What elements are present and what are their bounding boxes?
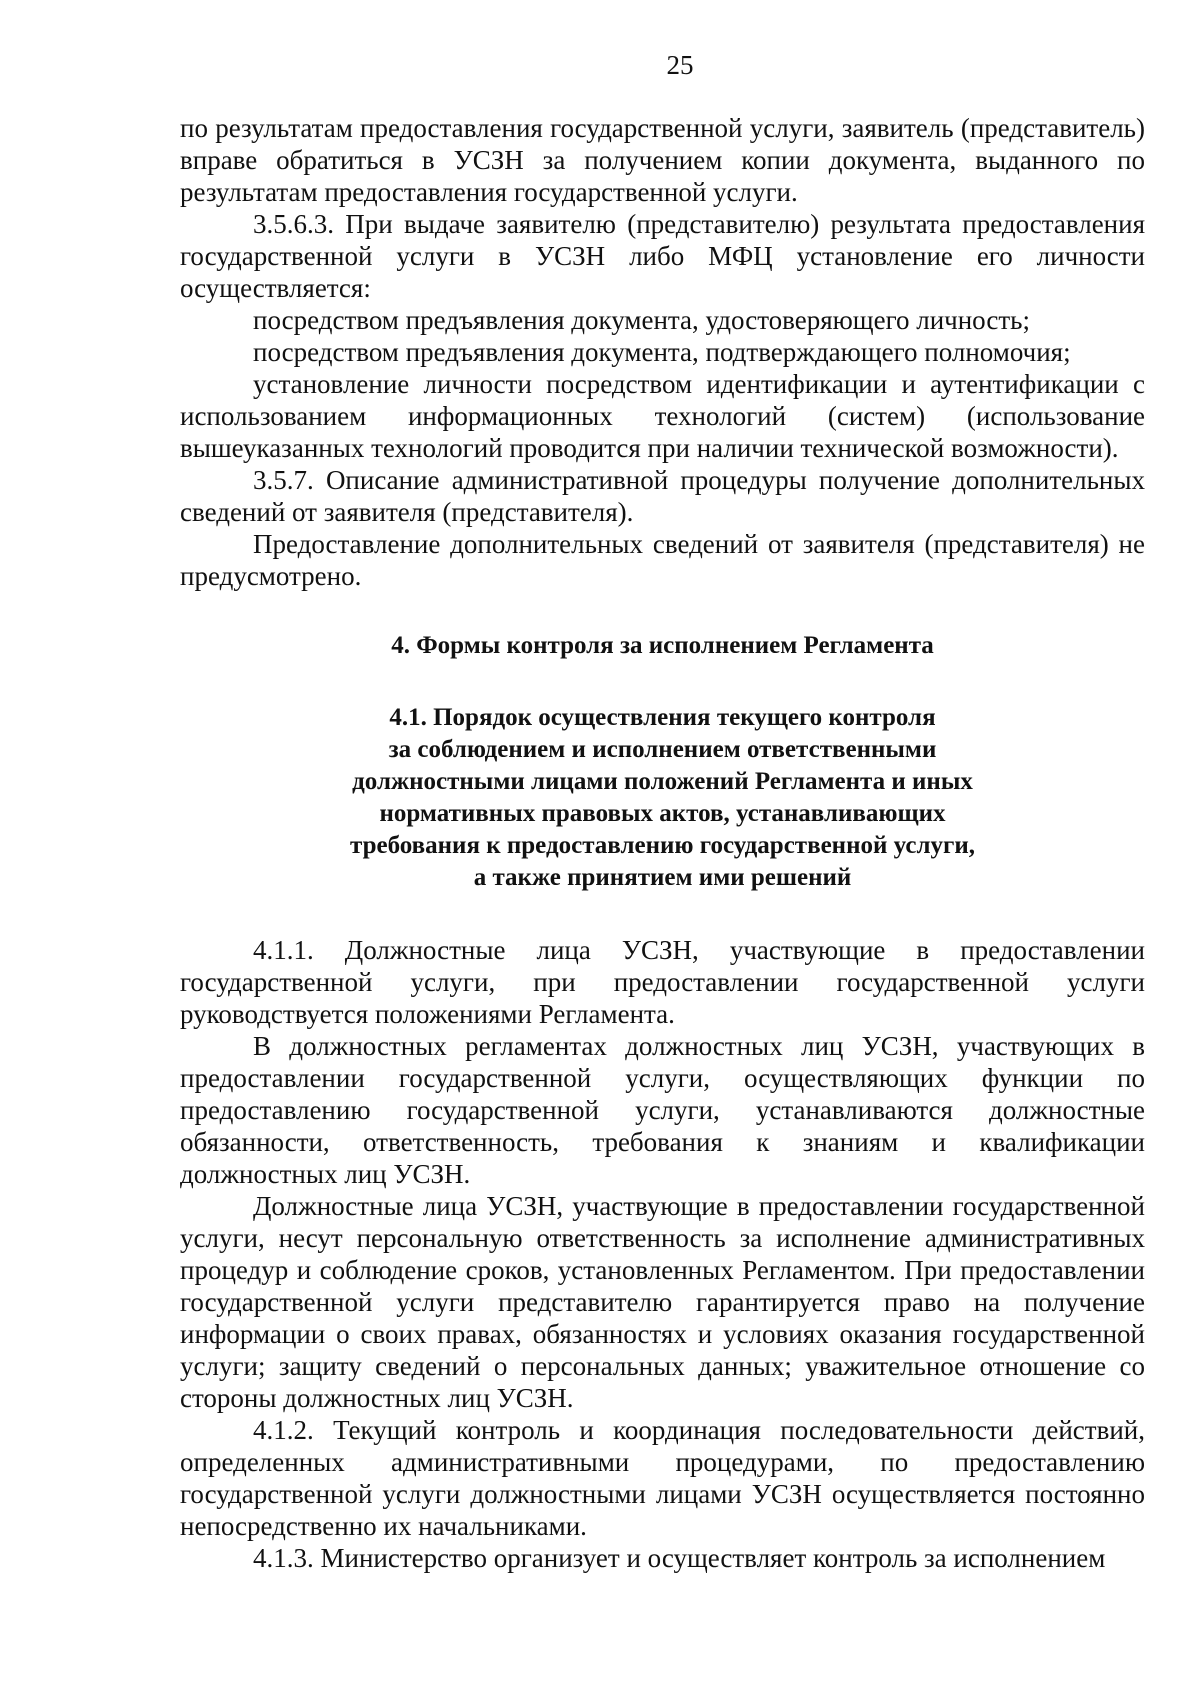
paragraph: посредством предъявления документа, удостоверяющего личность; xyxy=(253,305,1030,335)
subsection-heading-line: 4.1. Порядок осуществления текущего контроля xyxy=(389,704,936,731)
subsection-heading-line: должностными лицами положений Регламента и иных xyxy=(352,768,973,795)
paragraph: по результатам предоставления государственной услуги, заявитель (представитель) вправе обратиться в УСЗН за получением копии документа, выданного по результатам предоставления государственной услуги. xyxy=(180,113,1145,207)
paragraph: посредством предъявления документа, подтверждающего полномочия; xyxy=(253,337,1071,367)
document-body xyxy=(180,112,1145,1574)
paragraph: 4.1.1. Должностные лица УСЗН, участвующие в предоставлении государственной услуги, при предоставлении государственной услуги руководствуется положениями Регламента. xyxy=(180,935,1145,1029)
paragraph: 4.1.2. Текущий контроль и координация последовательности действий, определенных административными процедурами, по предоставлению государственной услуги должностными лицами УСЗН осуществляется постоянно непосредственно их начальниками. xyxy=(180,1415,1145,1541)
paragraph: 3.5.6.3. При выдаче заявителю (представителю) результата предоставления государственной услуги в УСЗН либо МФЦ установление его личности осуществляется: xyxy=(180,209,1145,303)
section-heading: 4. Формы контроля за исполнением Регламента xyxy=(391,632,934,659)
subsection-heading-line: за соблюдением и исполнением ответственными xyxy=(388,736,937,763)
page-number: 25 xyxy=(666,50,694,80)
subsection-heading-line: нормативных правовых актов, устанавливающих xyxy=(379,800,946,827)
subsection-heading-line: а также принятием ими решений xyxy=(473,864,852,891)
paragraph: установление личности посредством идентификации и аутентификации с использованием информационных технологий (систем) (использование вышеуказанных технологий проводится при наличии технической возможности). xyxy=(180,369,1145,463)
paragraph: Должностные лица УСЗН, участвующие в предоставлении государственной услуги, несут персональную ответственность за исполнение административных процедур и соблюдение сроков, установленных Регламентом. При предоставлении государственной услуги представителю гарантируется право на получение информации о своих правах, обязанностях и условиях оказания государственной услуги; защиту сведений о персональных данных; уважительное отношение со стороны должностных лиц УСЗН. xyxy=(180,1191,1145,1413)
subsection-heading-line: требования к предоставлению государственной услуги, xyxy=(350,832,975,859)
paragraph: 4.1.3. Министерство организует и осуществляет контроль за исполнением xyxy=(253,1543,1106,1573)
paragraph: В должностных регламентах должностных лиц УСЗН, участвующих в предоставлении государственной услуги, осуществляющих функции по предоставлению государственной услуги, устанавливаются должностные обязанности, ответственность, требования к знаниям и квалификации должностных лиц УСЗН. xyxy=(180,1031,1145,1189)
subsection-heading xyxy=(180,702,1145,894)
paragraph: 3.5.7. Описание административной процедуры получение дополнительных сведений от заявителя (представителя). xyxy=(180,465,1145,527)
paragraph: Предоставление дополнительных сведений от заявителя (представителя) не предусмотрено. xyxy=(180,529,1145,591)
